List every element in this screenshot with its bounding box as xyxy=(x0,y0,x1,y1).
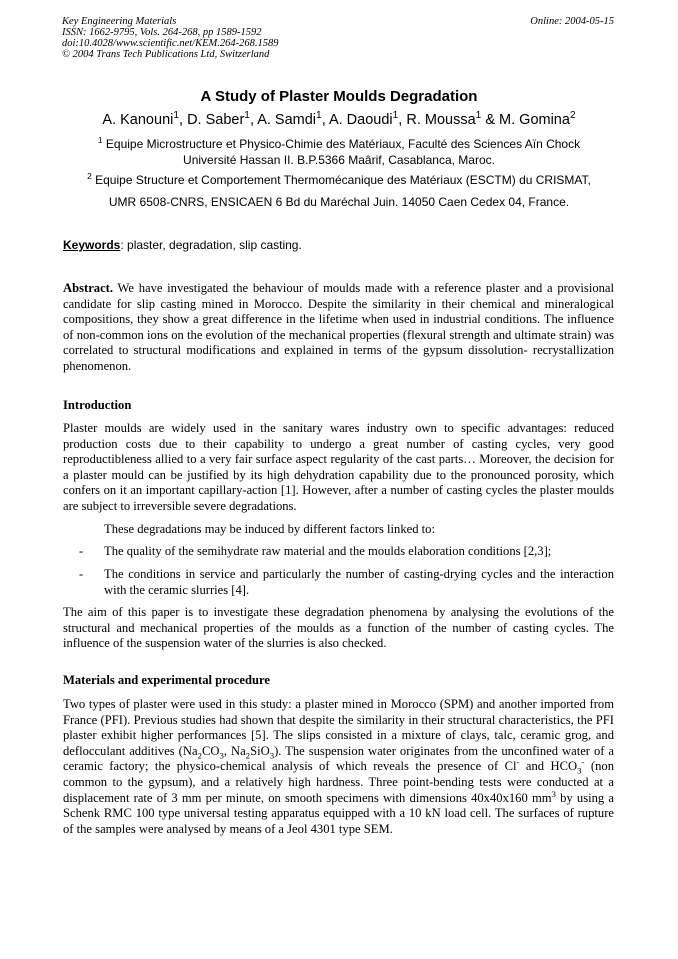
author-separator: , xyxy=(398,112,407,128)
author-affiliation-mark: 1 xyxy=(173,110,179,122)
keywords-label: Keywords xyxy=(63,238,121,252)
bullet-text: The conditions in service and particularly the number of casting-drying cycles and the interaction with the ceramic slurries [4]. xyxy=(104,567,614,597)
bullet-text: The quality of the semihydrate raw material and the moulds elaboration conditions [2,3]; xyxy=(104,544,552,558)
author-separator: & xyxy=(481,112,500,128)
materials-heading: Materials and experimental procedure xyxy=(63,673,270,687)
journal-name: Key Engineering Materials xyxy=(62,16,177,27)
issn-line: ISSN: 1662-9795, Vols. 264-268, pp 1589-1592 xyxy=(62,27,262,38)
author-separator: , xyxy=(321,112,329,128)
introduction-paragraph-3: The aim of this paper is to investigate these degradation phenomena by analysing the evolutions of the structural and mechanical properties of the moulds as a function of the number of casting cycles. The influence of the suspension water of the slurries is also checked. xyxy=(63,605,614,651)
abstract-label: Abstract. xyxy=(63,281,114,295)
affiliation-1-text: Equipe Microstructure et Physico-Chimie des Matériaux, Faculté des Sciences Aïn Chock xyxy=(105,137,581,151)
affiliation-1-line-2: Université Hassan II. B.P.5366 Maârif, Casablanca, Maroc. xyxy=(183,153,495,167)
affiliation-2-line-1 xyxy=(0,172,678,188)
affiliation-2-mark: 2 xyxy=(87,171,92,181)
keywords-text: : plaster, degradation, slip casting. xyxy=(120,238,302,252)
author-separator: , xyxy=(249,112,258,128)
author-affiliation-mark: 2 xyxy=(569,110,576,122)
doi-line: doi:10.4028/www.scientific.net/KEM.264-268.1589 xyxy=(62,38,279,49)
author-affiliation-mark: 1 xyxy=(244,110,250,122)
author-affiliation-mark: 1 xyxy=(392,110,399,122)
affiliation-2-line-2: UMR 6508-CNRS, ENSICAEN 6 Bd du Maréchal Juin. 14050 Caen Cedex 04, France. xyxy=(108,195,570,209)
abstract-text: We have investigated the behaviour of moulds made with a reference plaster and a provisional candidate for slip casting mined in Morocco. Despite the similarity in their chemical and mineralogical compositions, they show a great difference in the lifetime when used in industrial conditions. The influence of non-common ions on the evolution of the mechanical properties (flexural strength and ultimate strain) was correlated to structural modifications and explained in terms of the gypsum dissolution- recrystallization phenomenon. xyxy=(63,281,615,373)
online-date: Online: 2004-05-15 xyxy=(530,16,614,27)
paper-title: A Study of Plaster Moulds Degradation xyxy=(200,88,478,105)
affiliation-1-line-1 xyxy=(0,136,678,152)
bullet-dash: - xyxy=(79,567,84,581)
keywords xyxy=(63,238,302,252)
introduction-paragraph-2: These degradations may be induced by different factors linked to: xyxy=(104,522,435,536)
author-affiliation-mark: 1 xyxy=(316,110,322,122)
copyright-line: © 2004 Trans Tech Publications Ltd, Switzerland xyxy=(62,49,270,60)
introduction-paragraph-1: Plaster moulds are widely used in the sanitary wares industry own to specific advantages: reduced production costs due to their capability to undergo a great number of casting cycles, very good reproductibleness allied to a very fair surface aspect regularity of the cast parts… Moreover, the decision for a plaster mould can be justified by its high dehydration capability due to the pronounced porosity, which confers on it an important capillary-action [1]. However, after a number of casting cycles the plaster moulds are subject to irreversible severe degradations. xyxy=(63,421,614,513)
affiliation-2-text: Equipe Structure et Comportement Thermomécanique des Matériaux (ESCTM) du CRISMAT, xyxy=(95,173,591,187)
author-name: A. Kanouni xyxy=(102,112,174,128)
abstract xyxy=(63,281,614,375)
bullet-dash: - xyxy=(79,544,84,558)
materials-paragraph: Two types of plaster were used in this study: a plaster mined in Morocco (SPM) and another imported from France (PFI). Previous studies had shown that despite the similarity in their structural characteristics, the PFI plaster exhibit higher performances [5]. The slips consisted in a mixture of clays, talc, ceramic grog, and deflocculant additives ($Na_2CO_3$, $Na_2SiO_3$). The suspension water originates from the unconfined water of a ceramic factory; the physico-chemical analysis of which reveals the presence of Cl- and $HCO_3^-$ (non common to the gypsum), and a relatively high hardness. Three point-bending tests were conducted at a displacement rate of 3 mm per minute, on smooth specimens with dimensions 40x40x160 $mm^3$ by using a Schenk RMC 100 type universal testing apparatus equipped with a 10 kN load cell. The surfaces of rupture of the samples were analysed by means of a Jeol 4301 type SEM. xyxy=(63,697,615,836)
author-name: M. Gomina xyxy=(499,112,570,128)
author-name: D. Saber xyxy=(187,112,245,128)
introduction-heading: Introduction xyxy=(63,398,132,412)
author-name: A. Daoudi xyxy=(328,112,393,128)
author-name: A. Samdi xyxy=(257,112,317,128)
affiliation-1-mark: 1 xyxy=(97,135,103,145)
author-separator: , xyxy=(179,112,188,128)
author-name: R. Moussa xyxy=(406,112,476,128)
author-list xyxy=(0,112,678,128)
author-affiliation-mark: 1 xyxy=(475,110,482,122)
